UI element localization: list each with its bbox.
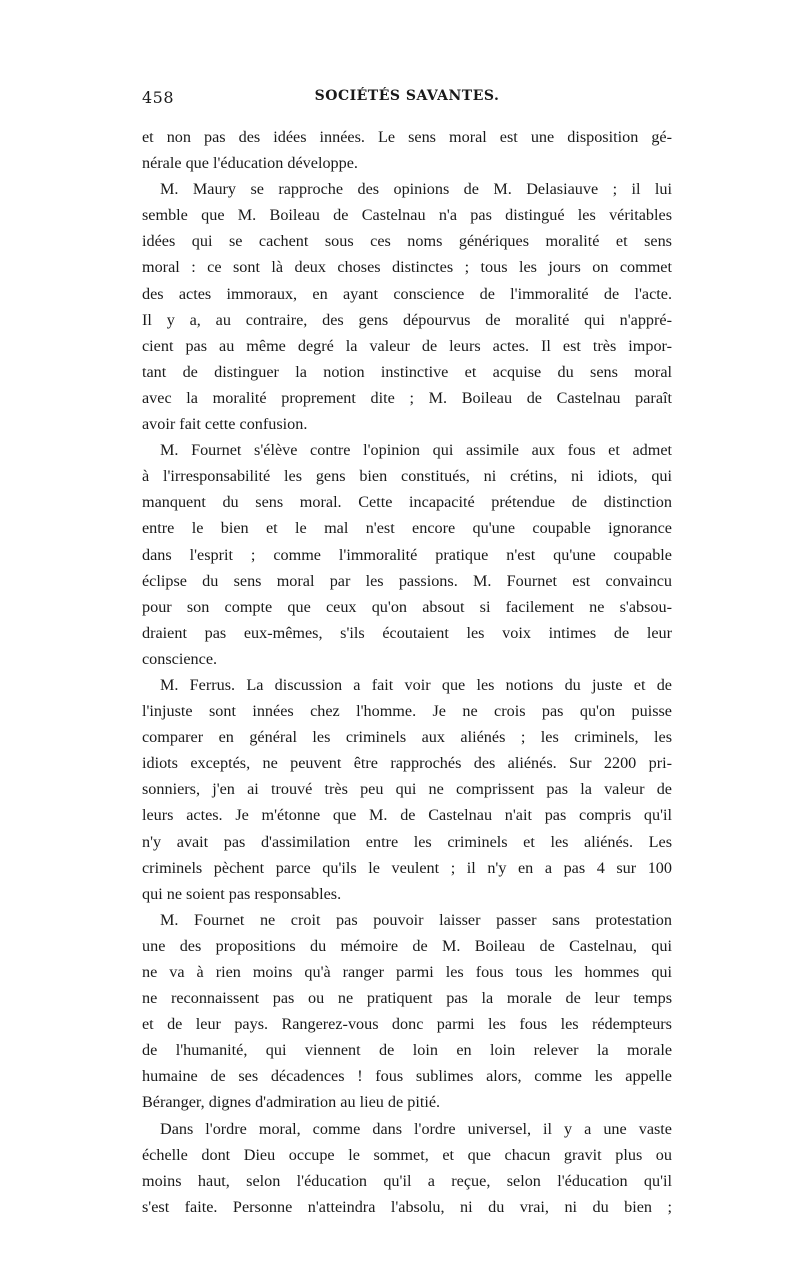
text-line: s'est faite. Personne n'atteindra l'absolu, ni du vrai, ni du bien ;	[142, 1197, 672, 1216]
text-line: éclipse du sens moral par les passions. M. Fournet est convaincu	[142, 571, 672, 590]
text-line: moins haut, selon l'éducation qu'il a reçue, selon l'éducation qu'il	[142, 1171, 672, 1190]
text-line: et non pas des idées innées. Le sens moral est une disposition gé-	[142, 128, 672, 146]
text-line: à l'irresponsabilité les gens bien constitués, ni crétins, ni idiots, qui	[142, 467, 672, 486]
text-line: une des propositions du mémoire de M. Boileau de Castelnau, qui	[142, 936, 672, 955]
text-line: idées qui se cachent sous ces noms génériques moralité et sens	[142, 232, 672, 251]
text-line: draient pas eux-mêmes, s'ils écoutaient les voix intimes de leur	[142, 623, 672, 642]
text-line: Béranger, dignes d'admiration au lieu de pitié.	[142, 1093, 441, 1112]
text-line: semble que M. Boileau de Castelnau n'a pas distingué les véritables	[142, 206, 672, 225]
text-line: de l'humanité, qui viennent de loin en loin relever la morale	[142, 1041, 672, 1060]
text-line: dans l'esprit ; comme l'immoralité pratique n'est qu'une coupable	[142, 545, 672, 564]
body-text	[142, 124, 672, 1220]
text-line: avec la moralité proprement dite ; M. Boileau de Castelnau paraît	[142, 388, 672, 407]
text-line: Dans l'ordre moral, comme dans l'ordre universel, il y a une vaste	[160, 1119, 672, 1138]
text-line: leurs actes. Je m'étonne que M. de Castelnau n'ait pas compris qu'il	[142, 806, 672, 825]
text-line: comparer en général les criminels aux aliénés ; les criminels, les	[142, 728, 672, 747]
text-line: et de leur pays. Rangerez-vous donc parmi les fous les rédempteurs	[142, 1015, 672, 1034]
text-line: cient pas au même degré la valeur de leurs actes. Il est très impor-	[142, 336, 672, 355]
text-line: avoir fait cette confusion.	[142, 415, 308, 434]
text-line: entre le bien et le mal n'est encore qu'une coupable ignorance	[142, 519, 672, 538]
text-line: l'injuste sont innées chez l'homme. Je ne crois pas qu'on puisse	[142, 702, 672, 721]
text-line: criminels pèchent parce qu'ils le veulent ; il n'y en a pas 4 sur 100	[142, 858, 672, 877]
book-page	[142, 88, 672, 1220]
text-line: M. Maury se rapproche des opinions de M. Delasiauve ; il lui	[160, 180, 672, 199]
text-line: n'y avait pas d'assimilation entre les criminels et les aliénés. Les	[142, 832, 672, 851]
text-line: Il y a, au contraire, des gens dépourvus de moralité qui n'appré-	[142, 310, 672, 329]
text-line: M. Fournet ne croit pas pouvoir laisser passer sans protestation	[160, 910, 672, 929]
text-line: M. Ferrus. La discussion a fait voir que les notions du juste et de	[160, 675, 672, 694]
text-line: tant de distinguer la notion instinctive et acquise du sens moral	[142, 362, 672, 381]
text-line: nérale que l'éducation développe.	[142, 154, 358, 173]
text-line: moral : ce sont là deux choses distinctes ; tous les jours on commet	[142, 258, 672, 277]
text-line: pour son compte que ceux qu'on absout si facilement ne s'absou-	[142, 597, 672, 616]
page-number: 458	[142, 88, 175, 107]
text-line: humaine de ses décadences ! fous sublimes alors, comme les appelle	[142, 1067, 672, 1086]
running-title: SOCIÉTÉS SAVANTES.	[314, 88, 500, 104]
text-line: des actes immoraux, en ayant conscience de l'immoralité de l'acte.	[142, 284, 672, 303]
text-line: échelle dont Dieu occupe le sommet, et que chacun gravit plus ou	[142, 1145, 672, 1164]
running-head	[142, 88, 672, 118]
text-line: idiots exceptés, ne peuvent être rapprochés des aliénés. Sur 2200 pri-	[142, 754, 672, 773]
text-line: conscience.	[142, 649, 218, 668]
text-line: M. Fournet s'élève contre l'opinion qui assimile aux fous et admet	[160, 441, 672, 460]
text-line: manquent du sens moral. Cette incapacité prétendue de distinction	[142, 493, 672, 512]
text-line: sonniers, j'en ai trouvé très peu qui ne comprissent pas la valeur de	[142, 780, 672, 799]
text-line: ne reconnaissent pas ou ne pratiquent pas la morale de leur temps	[142, 989, 672, 1008]
text-line: qui ne soient pas responsables.	[142, 884, 342, 903]
text-line: ne va à rien moins qu'à ranger parmi les fous tous les hommes qui	[142, 963, 672, 981]
